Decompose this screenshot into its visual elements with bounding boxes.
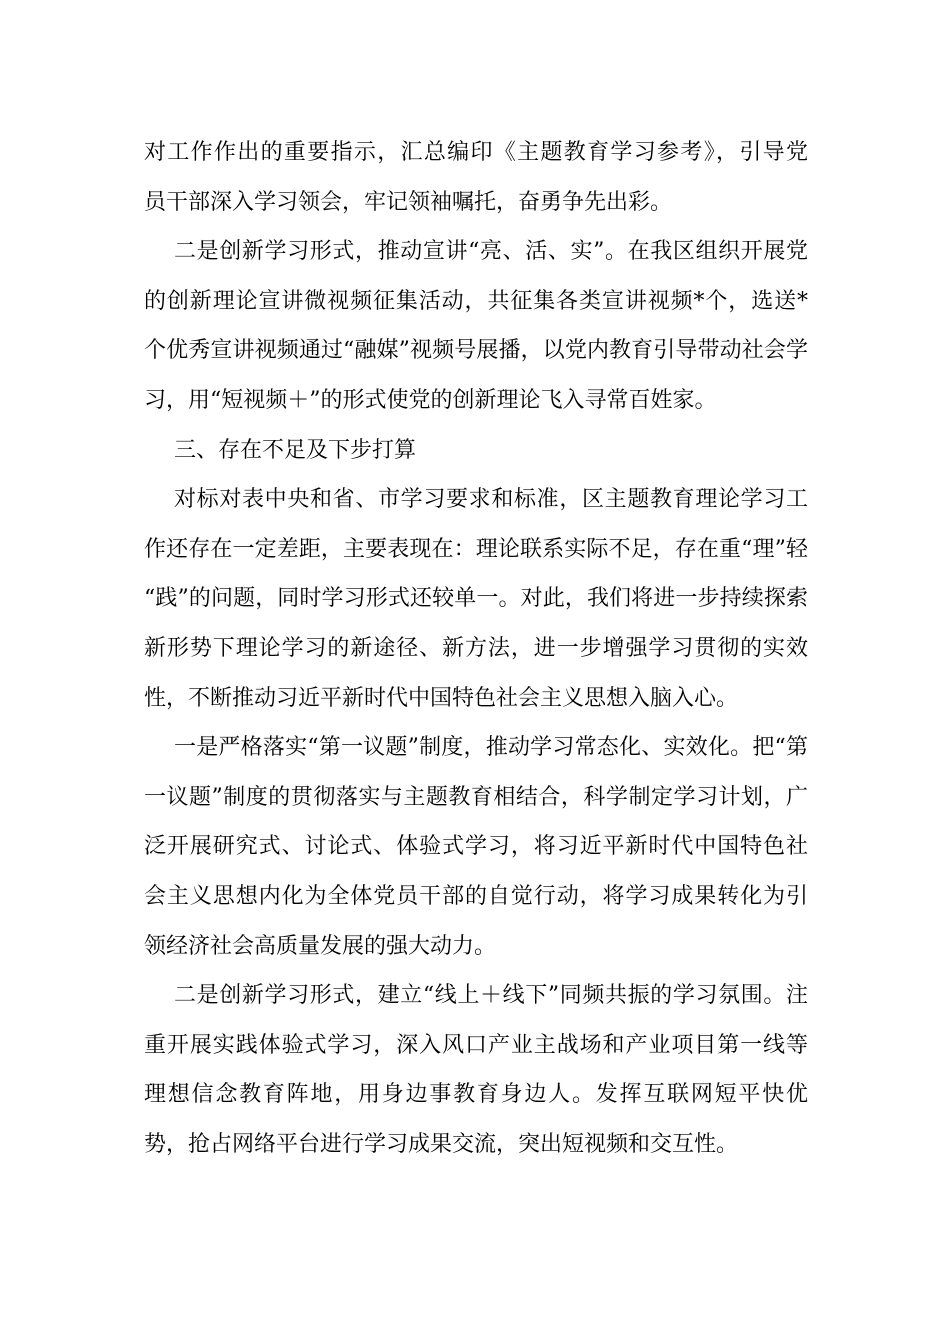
text-line: “践”的问题，同时学习形式还较单一。对此，我们将进一步持续探索: [144, 586, 808, 612]
paragraph-1: [144, 128, 808, 227]
text-line: 的创新理论宣讲微视频征集活动，共征集各类宣讲视频*个，选送*: [144, 288, 808, 314]
paragraph-3: [144, 475, 808, 723]
section-heading: [144, 426, 808, 476]
paragraph-2: [144, 227, 808, 425]
text-line: 理想信念教育阵地，用身边事教育身边人。发挥互联网短平快优: [144, 1082, 808, 1108]
text-line: 新形势下理论学习的新途径、新方法，进一步增强学习贯彻的实效: [144, 635, 808, 661]
text-line: 性，不断推动习近平新时代中国特色社会主义思想入脑入心。: [144, 685, 739, 711]
text-line: 员干部深入学习领会，牢记领袖嘱托，奋勇争先出彩。: [144, 189, 673, 215]
text-line: 一议题”制度的贯彻落实与主题教育相结合，科学制定学习计划，广: [144, 784, 808, 810]
text-line: 对工作作出的重要指示，汇总编印《主题教育学习参考》，引导党: [144, 140, 808, 165]
heading-text: 三、存在不足及下步打算: [174, 437, 417, 463]
text-line: 势，抢占网络平台进行学习成果交流，突出短视频和交互性。: [144, 1131, 739, 1157]
text-line: 重开展实践体验式学习，深入风口产业主战场和产业项目第一线等: [144, 1032, 808, 1058]
text-line: 习，用“短视频＋”的形式使党的创新理论飞入寻常百姓家。: [144, 387, 717, 413]
text-line: 作还存在一定差距，主要表现在：理论联系实际不足，存在重“理”轻: [144, 536, 808, 562]
text-line: 二是创新学习形式，推动宣讲“亮、活、实”。在我区组织开展党: [174, 239, 808, 265]
paragraph-4: [144, 723, 808, 971]
text-line: 泛开展研究式、讨论式、体验式学习，将习近平新时代中国特色社: [144, 834, 808, 860]
text-line: 个优秀宣讲视频通过“融媒”视频号展播，以党内教育引导带动社会学: [144, 338, 808, 364]
text-line: 会主义思想内化为全体党员干部的自觉行动，将学习成果转化为引: [144, 883, 808, 909]
paragraph-5: [144, 971, 808, 1169]
text-line: 二是创新学习形式，建立“线上＋线下”同频共振的学习氛围。注: [174, 983, 808, 1009]
text-line: 一是严格落实“第一议题”制度，推动学习常态化、实效化。把“第: [174, 735, 808, 761]
text-line: 领经济社会高质量发展的强大动力。: [144, 933, 497, 959]
document-body: [144, 128, 808, 1169]
text-line: 对标对表中央和省、市学习要求和标准，区主题教育理论学习工: [174, 487, 808, 513]
